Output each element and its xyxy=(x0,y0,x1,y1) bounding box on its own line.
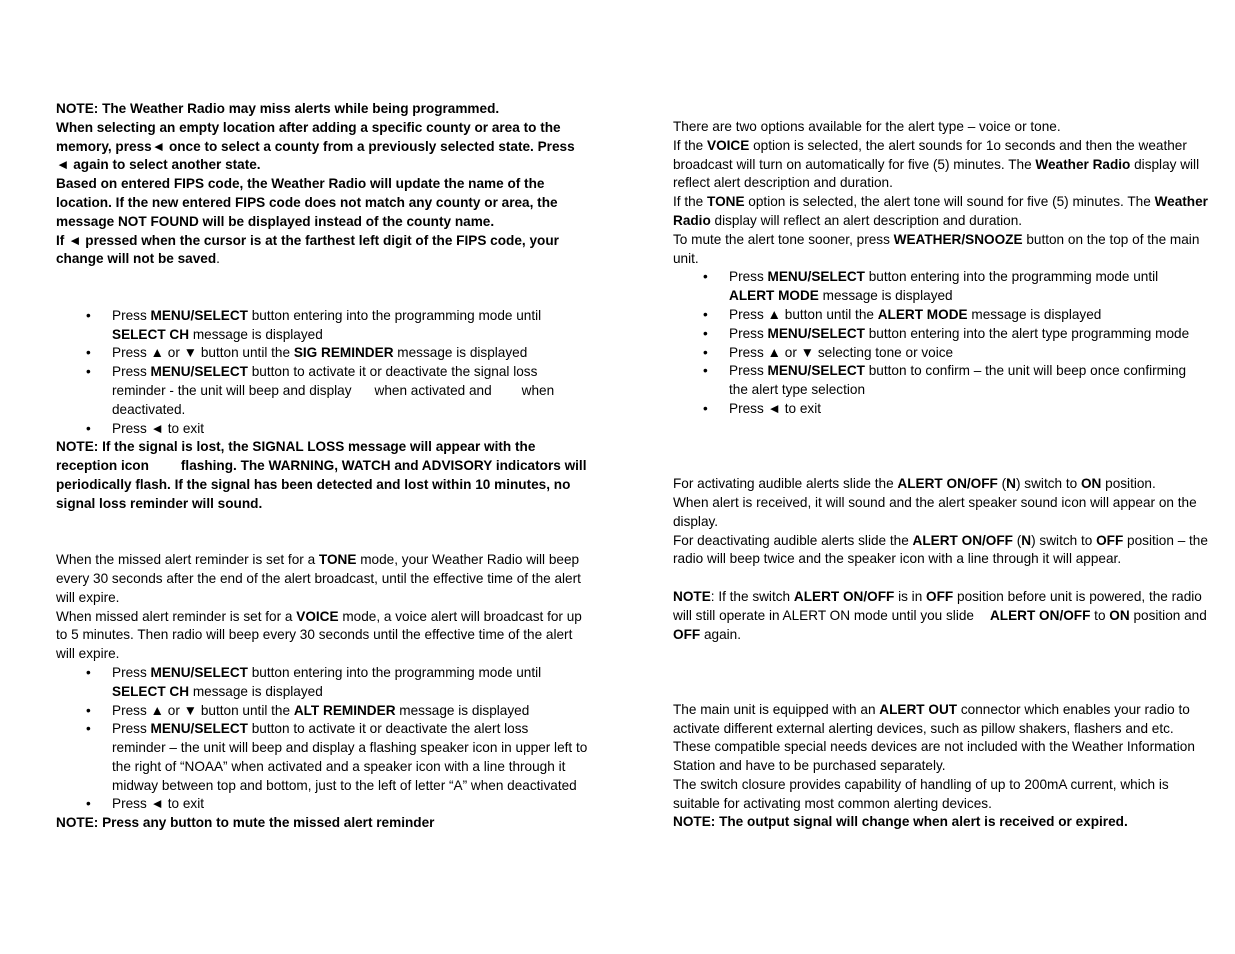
alert-type-line: Radio display will reflect an alert description and duration. xyxy=(673,212,1023,228)
note-programming: NOTE: The Weather Radio may miss alerts while being programmed. xyxy=(56,101,500,116)
bullet-icon: • xyxy=(703,400,708,416)
missed-tone-line: will expire. xyxy=(56,589,120,605)
list-item: • Press MENU/SELECT button entering into the programming mode until SELECT CH message is displayed xyxy=(86,307,542,342)
alert-out-line: These compatible special needs devices are not included with the Weather Information xyxy=(673,739,1195,755)
missed-voice-line: When missed alert reminder is set for a VOICE mode, a voice alert will broadcast for up xyxy=(56,608,582,624)
list-item: • Press MENU/SELECT button to confirm – the unit will beep once confirming the alert type selection xyxy=(703,363,1187,398)
cursor-line: If ◄ pressed when the cursor is at the farthest left digit of the FIPS code, your xyxy=(56,232,559,248)
bullet-icon: • xyxy=(703,363,708,379)
alert-type-line: broadcast will turn on automatically for five (5) minutes. The Weather Radio display will xyxy=(673,156,1200,172)
missed-voice-line: to 5 minutes. Then radio will beep every 30 seconds until the effective time of the alert xyxy=(56,627,573,643)
bullet-icon: • xyxy=(703,344,708,360)
bullet-icon: • xyxy=(86,664,91,680)
alert-onoff-note: NOTE: If the switch ALERT ON/OFF is in OFF position before unit is powered, the radio xyxy=(673,588,1202,604)
alert-type-line: If the TONE option is selected, the alert tone will sound for five (5) minutes. The Weather xyxy=(673,194,1208,210)
empty-location-line: ◄ again to select another state. xyxy=(56,157,261,173)
empty-location-line: memory, press◄ once to select a county from a previously selected state. Press xyxy=(56,138,575,154)
bullet-icon: • xyxy=(86,420,91,436)
fips-line: message NOT FOUND will be displayed instead of the county name. xyxy=(56,213,495,229)
signal-loss-note: NOTE: If the signal is lost, the SIGNAL LOSS message will appear with the xyxy=(56,439,536,455)
list-item: • Press MENU/SELECT button entering into the alert type programming mode xyxy=(673,325,1183,344)
alert-onoff-note: will still operate in ALERT ON mode until you slide ALERT ON/OFF to ON position and xyxy=(673,607,1207,623)
list-item: • Press ▲ or ▼ selecting tone or voice xyxy=(673,344,1183,363)
alert-onoff-line: For deactivating audible alerts slide the ALERT ON/OFF (N) switch to OFF position – the xyxy=(673,532,1208,548)
bullet-icon: • xyxy=(86,796,91,812)
alt-reminder-steps xyxy=(56,664,588,814)
list-item: • Press ◄ to exit xyxy=(673,400,1183,419)
bullet-icon: • xyxy=(703,325,708,341)
alert-onoff-line: display. xyxy=(673,513,719,529)
list-item: • Press MENU/SELECT button entering into the programming mode until ALERT MODE message is displayed xyxy=(703,269,1159,304)
left-column xyxy=(56,100,588,833)
list-item: • Press MENU/SELECT button to activate it or deactivate the alert loss reminder – the unit will beep and display a flashing speaker icon in upper left to the right of “NOAA” when activated and a speaker icon with a line through it midway between top and bottom, just to the left of letter “A” when deactivated xyxy=(86,721,588,793)
alert-type-line: There are two options available for the alert type – voice or tone. xyxy=(673,119,1061,134)
alert-type-line: To mute the alert tone sooner, press WEATHER/SNOOZE button on the top of the main xyxy=(673,231,1200,247)
fips-line: Based on entered FIPS code, the Weather Radio will update the name of the xyxy=(56,176,545,192)
alert-out-line: The main unit is equipped with an ALERT OUT connector which enables your radio to xyxy=(673,701,1190,717)
alert-type-line: If the VOICE option is selected, the alert sounds for 1o seconds and then the weather xyxy=(673,137,1187,153)
alert-out-note: NOTE: The output signal will change when alert is received or expired. xyxy=(673,814,1128,830)
alert-onoff-line: When alert is received, it will sound and the alert speaker sound icon will appear on the xyxy=(673,494,1197,510)
missed-tone-line: When the missed alert reminder is set for a TONE mode, your Weather Radio will beep xyxy=(56,552,580,568)
missed-alert-note: NOTE: Press any button to mute the missed alert reminder xyxy=(56,815,435,831)
alert-onoff-note: OFF again. xyxy=(673,626,742,642)
alert-out-line: The switch closure provides capability of handling of up to 200mA current, which is xyxy=(673,776,1169,792)
bullet-icon: • xyxy=(703,306,708,322)
signal-loss-note: reception icon flashing. The WARNING, WATCH and ADVISORY indicators will xyxy=(56,458,587,474)
bullet-icon: • xyxy=(86,364,91,380)
bullet-icon: • xyxy=(703,269,708,285)
list-item: • Press ▲ button until the ALERT MODE message is displayed xyxy=(673,306,1183,325)
list-item: • Press ▲ or ▼ button until the SIG REMINDER message is displayed xyxy=(56,344,566,363)
period: . xyxy=(216,251,220,267)
alert-type-line: unit. xyxy=(673,250,699,266)
alert-type-line: reflect alert description and duration. xyxy=(673,175,893,191)
alert-out-line: suitable for activating most common alerting devices. xyxy=(673,795,992,811)
list-item: • Press MENU/SELECT button to activate it or deactivate the signal loss reminder - the unit will beep and display when activated and when deactivated. xyxy=(86,364,555,417)
alert-onoff-line: For activating audible alerts slide the ALERT ON/OFF (N) switch to ON position. xyxy=(673,476,1156,492)
bullet-icon: • xyxy=(86,307,91,323)
bullet-icon: • xyxy=(86,345,91,361)
list-item: • Press ◄ to exit xyxy=(56,420,566,439)
signal-loss-note: periodically flash. If the signal has been detected and lost within 10 minutes, no xyxy=(56,476,571,492)
cursor-text: change will not be saved xyxy=(56,251,217,267)
fips-line: location. If the new entered FIPS code does not match any county or area, the xyxy=(56,194,558,210)
list-item: • Press ▲ or ▼ button until the ALT REMINDER message is displayed xyxy=(56,702,566,721)
signal-loss-note: signal loss reminder will sound. xyxy=(56,495,263,511)
missed-tone-line: every 30 seconds after the end of the alert broadcast, until the effective time of the alert xyxy=(56,570,581,586)
list-item: • Press ◄ to exit xyxy=(56,795,566,814)
sig-reminder-steps xyxy=(56,307,566,439)
alert-mode-steps xyxy=(673,268,1190,418)
cursor-line xyxy=(56,250,566,269)
list-item: • Press MENU/SELECT button entering into the programming mode until SELECT CH message is displayed xyxy=(86,664,542,699)
right-column xyxy=(673,118,1208,832)
alert-onoff-line: radio will beep twice and the speaker icon with a line through it will appear. xyxy=(673,551,1122,567)
alert-out-line: Station and have to be purchased separately. xyxy=(673,758,946,774)
empty-location-line: When selecting an empty location after adding a specific county or area to the xyxy=(56,119,561,135)
bullet-icon: • xyxy=(86,721,91,737)
alert-out-line: activate different external alerting devices, such as pillow shakers, flashers and etc. xyxy=(673,720,1174,736)
missed-voice-line: will expire. xyxy=(56,646,120,662)
bullet-icon: • xyxy=(86,702,91,718)
